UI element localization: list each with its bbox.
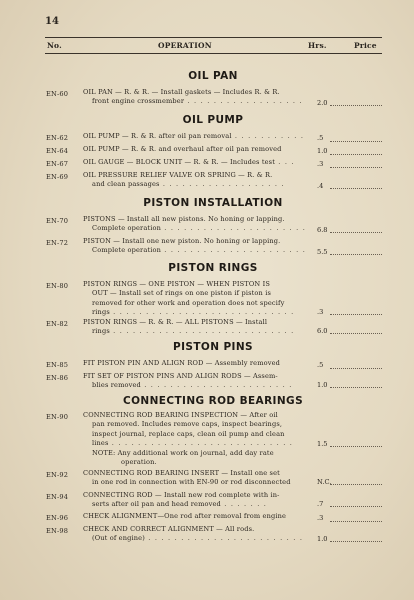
operation-hours: .3: [317, 160, 324, 168]
operation-code: EN-96: [46, 514, 69, 522]
price-blank: [330, 232, 382, 233]
price-blank: [330, 333, 382, 334]
price-blank: [330, 105, 382, 106]
header-operation: OPERATION: [158, 41, 212, 50]
price-blank: [330, 141, 382, 142]
operation-code: EN-80: [46, 282, 69, 290]
operation-code: EN-60: [46, 90, 69, 98]
operation-description: PISTON RINGS — R. & R. — ALL PISTONS — Install rings . . . . . . . . . . . . . . . . . . . . . . . . . . . .: [83, 318, 295, 336]
operation-hours: 1.5: [317, 440, 328, 448]
operation-hours: 5.5: [317, 248, 328, 256]
operation-hours: 1.0: [317, 147, 328, 155]
price-blank: [330, 521, 382, 522]
operation-hours: 1.0: [317, 381, 328, 389]
operation-hours: 6.0: [317, 327, 328, 335]
operation-description: CONNECTING ROD BEARING INSERT — Install one set in one rod in connection with EN-90 or rod disconnected: [83, 469, 291, 487]
operation-description: OIL PAN — R. & R. — Install gaskets — Includes R. & R. front engine crossmember . . . . . . . . . . . . . . . . . .: [83, 88, 303, 106]
operation-hours: .4: [317, 182, 324, 190]
section-title-oil-pump: OIL PUMP: [182, 114, 244, 126]
section-title-connecting-rod-bearings: CONNECTING ROD BEARINGS: [122, 395, 304, 407]
operation-code: EN-62: [46, 134, 69, 142]
price-blank: [330, 387, 382, 388]
operation-code: EN-82: [46, 320, 69, 328]
operation-code: EN-98: [46, 527, 69, 535]
operation-description: CONNECTING ROD — Install new rod complete with in- serts after oil pan and head removed . . . . . . .: [83, 491, 280, 509]
operation-code: EN-64: [46, 147, 69, 155]
header-price: Price: [354, 41, 377, 50]
operation-hours: .7: [317, 500, 324, 508]
operation-description: PISTON RINGS — ONE PISTON — WHEN PISTON IS OUT — Install set of rings on one piston if piston is removed for other work and operation does not specify rings . . . . . . . . . . . . . . . . . . . . . . . . . . . .: [83, 280, 295, 317]
operation-code: EN-85: [46, 361, 69, 369]
price-blank: [330, 541, 382, 542]
operation-code: EN-69: [46, 173, 69, 181]
operation-hours: 6.8: [317, 226, 328, 234]
section-title-piston-rings: PISTON RINGS: [168, 262, 258, 274]
price-blank: [330, 484, 382, 485]
operation-code: EN-67: [46, 160, 69, 168]
operation-description: OIL GAUGE — BLOCK UNIT — R. & R. — Includes test . . .: [83, 158, 295, 166]
price-blank: [330, 154, 382, 155]
header-hrs: Hrs.: [308, 41, 327, 50]
price-blank: [330, 188, 382, 189]
operation-hours: .5: [317, 361, 324, 369]
header-no: No.: [47, 41, 62, 50]
operation-hours: 2.0: [317, 99, 328, 107]
operation-code: EN-86: [46, 374, 69, 382]
operation-hours: N.C.: [317, 478, 332, 486]
operation-description: OIL PRESSURE RELIEF VALVE OR SPRING — R. & R. and clean passages . . . . . . . . . . . . . . . . . . .: [83, 171, 285, 189]
operation-hours: 1.0: [317, 535, 328, 543]
operation-hours: .5: [317, 134, 324, 142]
header-rule-bottom: [45, 53, 382, 54]
operation-hours: .3: [317, 514, 324, 522]
section-title-piston-pins: PISTON PINS: [172, 341, 254, 353]
price-blank: [330, 314, 382, 315]
page-number: 14: [45, 16, 59, 27]
operation-description: OIL PUMP — R. & R. after oil pan removal . . . . . . . . . . .: [83, 132, 305, 140]
header-rule-top: [45, 37, 382, 38]
section-title-oil-pan: OIL PAN: [188, 70, 238, 82]
operation-description: FIT SET OF PISTON PINS AND ALIGN RODS — Assem- blies removed . . . . . . . . . . . . . . . . . . . . . . .: [83, 372, 293, 390]
price-blank: [330, 446, 382, 447]
operation-code: EN-72: [46, 239, 69, 247]
price-blank: [330, 167, 382, 168]
operation-description: CHECK ALIGNMENT—One rod after removal from engine: [83, 512, 287, 520]
operation-code: EN-90: [46, 413, 69, 421]
price-blank: [330, 506, 382, 507]
operation-description: PISTONS — Install all new pistons. No honing or lapping. Complete operation . . . . . . . . . . . . . . . . . . . . . .: [83, 215, 307, 233]
price-blank: [330, 368, 382, 369]
operation-hours: .3: [317, 308, 324, 316]
operation-description: CHECK AND CORRECT ALIGNMENT — All rods. (Out of engine) . . . . . . . . . . . . . . . . . . . . . . . .: [83, 525, 304, 543]
operation-code: EN-92: [46, 471, 69, 479]
price-blank: [330, 254, 382, 255]
operation-description: OIL PUMP — R. & R. and overhaul after oil pan removed: [83, 145, 282, 153]
operation-code: EN-94: [46, 493, 69, 501]
section-title-piston-installation: PISTON INSTALLATION: [143, 197, 283, 209]
operation-code: EN-70: [46, 217, 69, 225]
operation-description: FIT PISTON PIN AND ALIGN ROD — Assembly removed: [83, 359, 281, 367]
operation-description: CONNECTING ROD BEARING INSPECTION — After oil pan removed. Includes remove caps, inspect bearings, inspect journal, replace caps, clean oil pump and clean lines . . . . . . . . . . . . . . . . . . . . . . . . . . . . NOTE: Any additional work on journal, add day rate operation.: [83, 411, 294, 467]
operation-description: PISTON — Install one new piston. No honing or lapping. Complete operation . . . . . . . . . . . . . . . . . . . . . .: [83, 237, 307, 255]
